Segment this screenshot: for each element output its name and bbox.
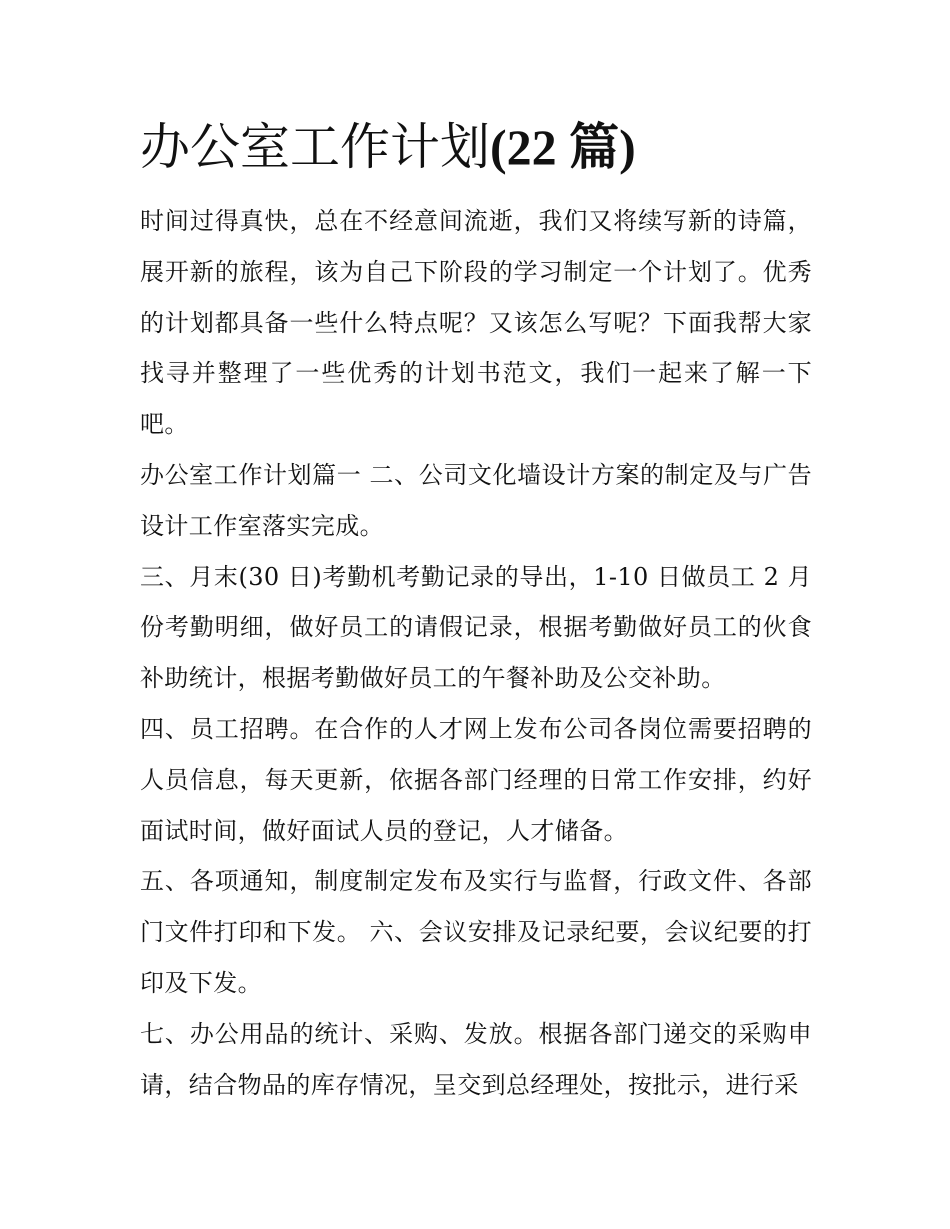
paragraph-item-5-6: 五、各项通知，制度制定发布及实行与监督，行政文件、各部门文件打印和下发。 六、会议安排及记录纪要，会议纪要的打印及下发。 [140, 867, 812, 997]
title-text: 办公室工作计划 [140, 118, 490, 176]
document-title [140, 110, 812, 184]
title-suffix: (22 篇) [490, 119, 636, 175]
document-page [140, 110, 812, 1110]
paragraph-item-3: 三、月末(30 日)考勤机考勤记录的导出，1-10 日做员工 2 月份考勤明细，做好员工的请假记录，根据考勤做好员工的伙食补助统计，根据考勤做好员工的午餐补助及公交补助。 [140, 562, 812, 693]
paragraph-item-7: 七、办公用品的统计、采购、发放。根据各部门递交的采购申请，结合物品的库存情况，呈交到总经理处，按批示，进行采 [140, 1019, 812, 1099]
paragraph-intro: 时间过得真快，总在不经意间流逝，我们又将续写新的诗篇，展开新的旅程，该为自己下阶段的学习制定一个计划了。优秀的计划都具备一些什么特点呢？又该怎么写呢？下面我帮大家找寻并整理了一些优秀的计划书范文，我们一起来了解一下吧。 [140, 207, 812, 439]
paragraph-item-4: 四、员工招聘。在合作的人才网上发布公司各岗位需要招聘的人员信息，每天更新，依据各部门经理的日常工作安排，约好面试时间，做好面试人员的登记，人才储备。 [140, 714, 812, 845]
paragraph-item-2: 办公室工作计划篇一 二、公司文化墙设计方案的制定及与广告设计工作室落实完成。 [140, 460, 812, 540]
